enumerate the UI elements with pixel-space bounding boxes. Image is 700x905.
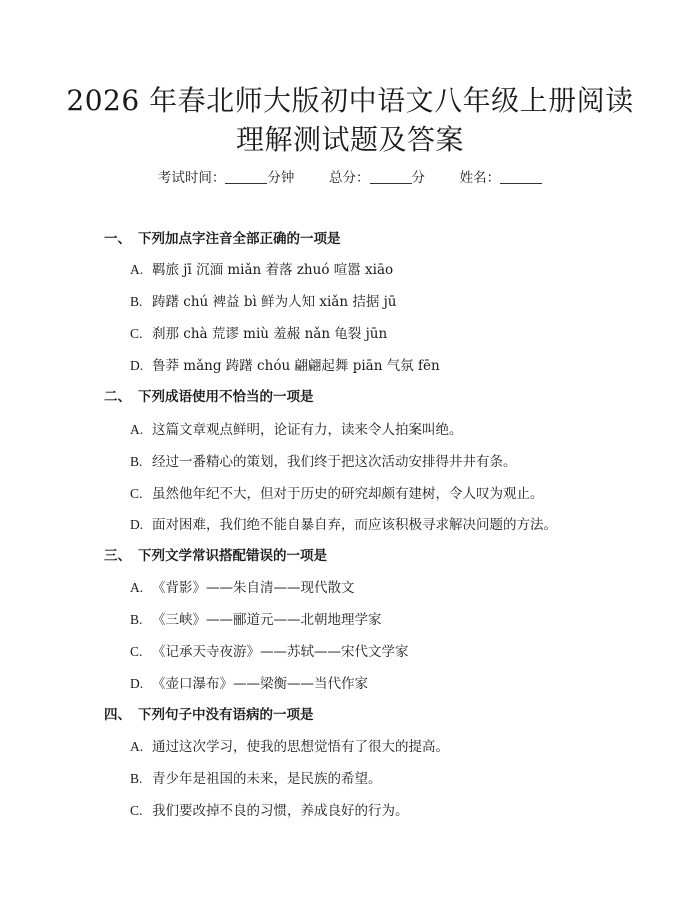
option-text: 踌躇 chú 裨益 bì 鲜为人知 xiǎn 拮据 jū <box>152 294 397 310</box>
question-text: 下列成语使用不恰当的一项是 <box>138 389 314 405</box>
option-1b <box>130 292 397 312</box>
option-letter: B. <box>130 771 143 786</box>
option-text: 鲁莽 mǎng 踌躇 chóu 翩翩起舞 piān 气氛 fēn <box>152 358 440 374</box>
question-text: 下列文学常识搭配错误的一项是 <box>138 548 327 564</box>
option-letter: C. <box>130 486 143 501</box>
option-letter: A. <box>130 739 144 754</box>
option-2c <box>130 484 544 504</box>
time-blank <box>225 171 267 184</box>
option-letter: A. <box>130 422 144 437</box>
option-3d <box>130 674 368 694</box>
question-3 <box>104 546 327 566</box>
option-text: 面对困难，我们绝不能自暴自弃，而应该积极寻求解决问题的方法。 <box>152 517 557 533</box>
option-text: 《记承天寺夜游》——苏轼——宋代文学家 <box>152 644 409 660</box>
option-text: 《壶口瀑布》——梁衡——当代作家 <box>152 676 368 692</box>
question-text: 下列加点字注音全部正确的一项是 <box>138 231 341 247</box>
option-2d <box>130 515 557 535</box>
option-letter: B. <box>130 454 143 469</box>
option-letter: C. <box>130 326 143 341</box>
page-title-line-1: 2026 年春北师大版初中语文八年级上册阅读 <box>66 84 634 117</box>
question-2 <box>104 387 314 407</box>
option-text: 青少年是祖国的未来，是民族的希望。 <box>152 771 382 787</box>
option-text: 我们要改掉不良的习惯，养成良好的行为。 <box>152 803 409 819</box>
option-letter: B. <box>130 612 143 627</box>
option-2a <box>130 420 463 440</box>
name-label: 姓名： <box>459 170 501 186</box>
option-letter: C. <box>130 803 143 818</box>
question-number: 一、 <box>104 231 131 247</box>
page-title-line-2: 理解测试题及答案 <box>235 123 464 156</box>
option-3b <box>130 610 382 630</box>
option-letter: B. <box>130 294 143 309</box>
option-text: 虽然他年纪不大，但对于历史的研究却颇有建树，令人叹为观止。 <box>152 486 544 502</box>
option-letter: C. <box>130 644 143 659</box>
option-letter: D. <box>130 676 144 691</box>
option-letter: D. <box>130 358 144 373</box>
option-text: 刹那 chà 荒谬 miù 羞赧 nǎn 龟裂 jūn <box>152 326 388 342</box>
score-blank <box>370 171 412 184</box>
question-1 <box>104 229 341 249</box>
question-number: 三、 <box>104 548 131 564</box>
option-letter: D. <box>130 517 144 532</box>
option-3c <box>130 642 409 662</box>
option-text: 《背影》——朱自清——现代散文 <box>152 580 355 596</box>
option-text: 这篇文章观点鲜明，论证有力，读来令人拍案叫绝。 <box>152 422 463 438</box>
score-label: 总分： <box>329 170 370 186</box>
option-text: 通过这次学习，使我的思想觉悟有了很大的提高。 <box>152 739 449 755</box>
score-unit: 分 <box>411 170 425 186</box>
option-4b <box>130 769 382 789</box>
option-4c <box>130 801 409 821</box>
question-number: 四、 <box>104 707 131 723</box>
option-3a <box>130 578 355 598</box>
option-letter: A. <box>130 580 144 595</box>
question-4 <box>104 705 314 725</box>
option-1d <box>130 356 440 376</box>
option-2b <box>130 452 517 472</box>
name-blank <box>500 171 542 184</box>
option-1c <box>130 324 387 344</box>
time-label: 考试时间： <box>157 170 226 186</box>
option-text: 《三峡》——郦道元——北朝地理学家 <box>152 612 382 628</box>
question-text: 下列句子中没有语病的一项是 <box>138 707 314 723</box>
option-4a <box>130 737 449 757</box>
time-unit: 分钟 <box>267 170 295 186</box>
question-number: 二、 <box>104 389 131 405</box>
option-text: 经过一番精心的策划，我们终于把这次活动安排得井井有条。 <box>152 454 517 470</box>
option-letter: A. <box>130 262 144 277</box>
option-text: 羁旅 jī 沉湎 miǎn 着落 zhuó 喧嚣 xiāo <box>152 262 394 278</box>
option-1a <box>130 260 393 280</box>
exam-meta <box>0 168 700 188</box>
